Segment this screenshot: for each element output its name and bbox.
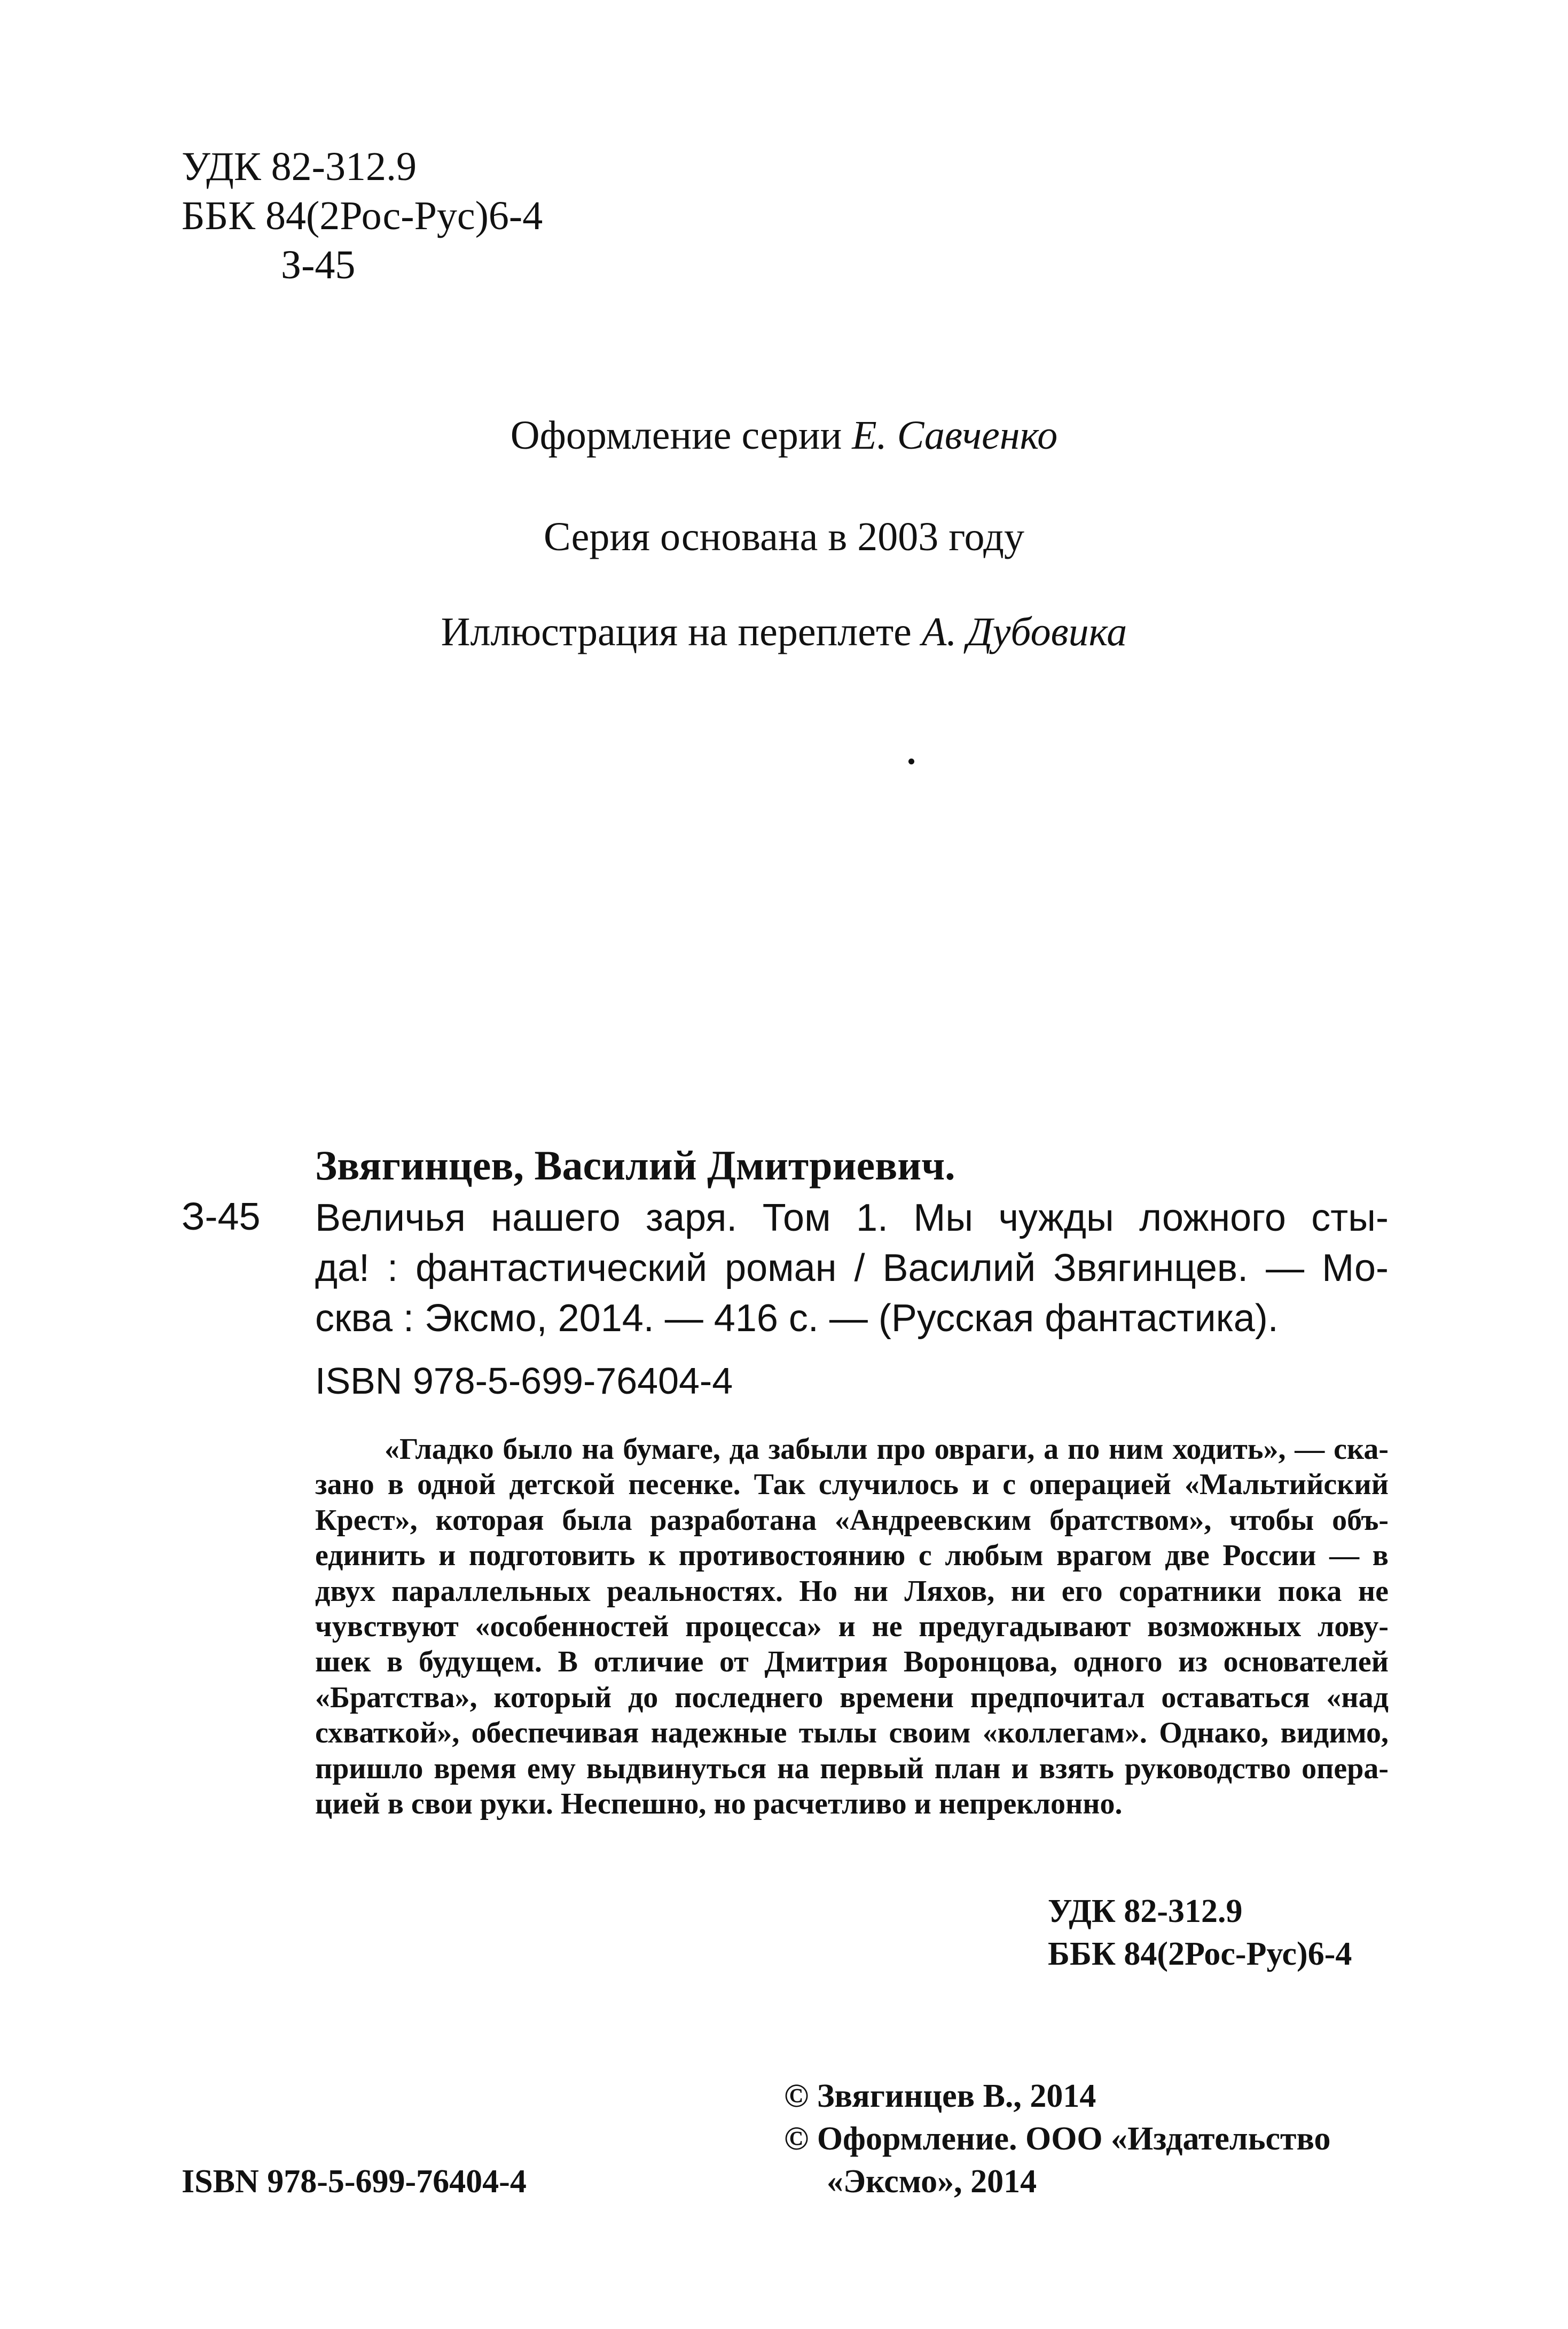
series-designer-name: Е. Савченко bbox=[852, 413, 1058, 458]
catalog-description-line: Величья нашего заря. Том 1. Мы чужды ложного сты- bbox=[315, 1197, 1389, 1239]
annotation-line: пришло время ему выдвинуться на первый план и взять руководство опера- bbox=[315, 1752, 1389, 1785]
udk-code-bottom: УДК 82-312.9 bbox=[1048, 1893, 1243, 1929]
catalog-author-sign: З-45 bbox=[182, 1195, 261, 1238]
annotation-line: зано в одной детской песенке. Так случилось и с операцией «Мальтийский bbox=[315, 1468, 1389, 1502]
print-dot-mark bbox=[908, 759, 914, 764]
catalog-description-line: да! : фантастический роман / Василий Звягинцев. — Мо- bbox=[315, 1247, 1389, 1289]
annotation-line: двух параллельных реальностях. Но ни Ляхов, ни его соратники пока не bbox=[315, 1574, 1389, 1608]
annotation-line: цией в свои руки. Неспешно, но расчетливо и непреклонно. bbox=[315, 1787, 1123, 1821]
annotation-line: шек в будущем. В отличие от Дмитрия Воронцова, одного из основателей bbox=[315, 1645, 1389, 1679]
annotation-line: схваткой», обеспечивая надежные тылы своим «коллегам». Однако, видимо, bbox=[315, 1716, 1389, 1750]
bbk-code-bottom: ББК 84(2Рос-Рус)6-4 bbox=[1048, 1936, 1352, 1972]
catalog-author-heading: Звягинцев, Василий Дмитриевич. bbox=[315, 1142, 955, 1189]
series-design-label: Оформление серии bbox=[510, 413, 842, 458]
isbn-bottom: ISBN 978-5-699-76404-4 bbox=[182, 2163, 527, 2200]
illustration-label: Иллюстрация на переплете bbox=[441, 609, 912, 654]
series-founded-note: Серия основана в 2003 году bbox=[544, 514, 1024, 559]
annotation-line: Крест», которая была разработана «Андреевским братством», чтобы объ- bbox=[315, 1503, 1389, 1537]
cover-illustration-credit bbox=[0, 608, 1568, 656]
catalog-description bbox=[315, 1193, 1389, 1343]
annotation-line: чувствуют «особенностей процесса» и не предугадывают возможных лову- bbox=[315, 1610, 1389, 1644]
catalog-isbn: ISBN 978-5-699-76404-4 bbox=[315, 1360, 733, 1402]
book-annotation bbox=[315, 1432, 1389, 1822]
annotation-line: «Гладко было на бумаге, да забыли про овраги, а по ним ходить», — ска- bbox=[385, 1433, 1389, 1466]
copyright-design-line: «Эксмо», 2014 bbox=[827, 2163, 1037, 2200]
udk-code: УДК 82-312.9 bbox=[182, 144, 417, 189]
illustrator-name: А. Дубовика bbox=[921, 609, 1127, 654]
annotation-line: «Братства», который до последнего времени предпочитал оставаться «над bbox=[315, 1681, 1389, 1714]
annotation-line: единить и подготовить к противостоянию с любым врагом две России — в bbox=[315, 1539, 1389, 1573]
author-sign-code: З-45 bbox=[281, 243, 356, 287]
bbk-code: ББК 84(2Рос-Рус)6-4 bbox=[182, 193, 543, 238]
series-design-credit bbox=[0, 411, 1568, 459]
copyright-author: © Звягинцев В., 2014 bbox=[784, 2078, 1096, 2114]
copyright-design-line: © Оформление. ООО «Издательство bbox=[784, 2121, 1331, 2157]
catalog-description-line: сква : Эксмо, 2014. — 416 с. — (Русская фантастика). bbox=[315, 1297, 1279, 1340]
